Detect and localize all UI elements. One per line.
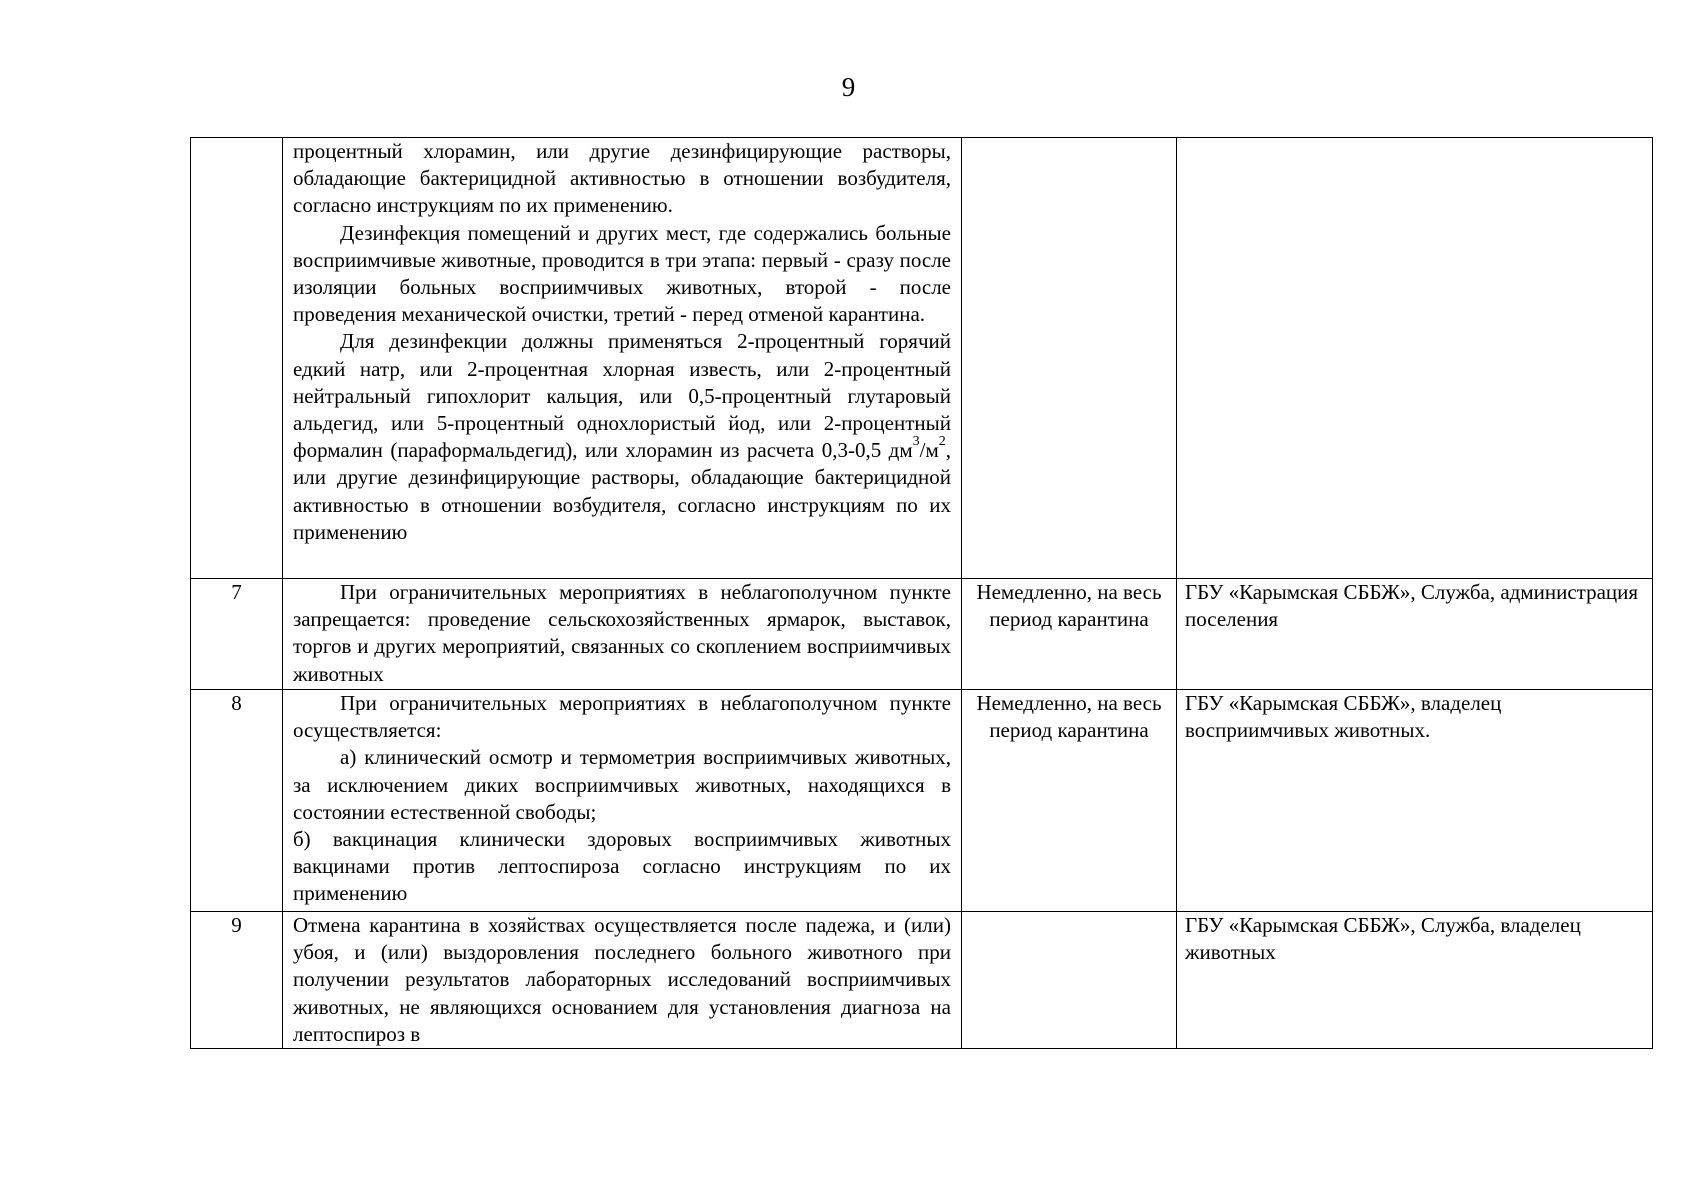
term-cell	[962, 912, 1177, 1049]
term-cell: Немедленно, на весь период карантина	[962, 579, 1177, 690]
table-row	[191, 138, 1653, 579]
measure-paragraph	[293, 328, 951, 546]
row-number-cell	[191, 138, 283, 579]
measure-text: /м	[919, 438, 939, 463]
superscript: 2	[938, 434, 946, 450]
measure-cell	[283, 912, 962, 1049]
table-row	[191, 690, 1653, 912]
measure-text: Для дезинфекции должны применяться 2-процентный горячий едкий натр, или 2-процентная хлорная известь, или 2-процентный нейтральный гипохлорит кальция, или 0,5-процентный глутаровый альдегид, или 5-процентный однохлористый йод, или 2-процентный формалин (параформальдегид), или хлорамин из расчета 0,3-0,5 дм	[293, 329, 951, 463]
measure-paragraph: процентный хлорамин, или другие дезинфицирующие растворы, обладающие бактерицидной активностью в отношении возбудителя, согласно инструкциям по их применению.	[293, 139, 951, 218]
measure-cell	[283, 690, 962, 912]
row-number-cell: 8	[191, 690, 283, 912]
row-number-cell: 9	[191, 912, 283, 1049]
measure-cell	[283, 579, 962, 690]
responsible-cell: ГБУ «Карымская СББЖ», владелец восприимчивых животных.	[1177, 690, 1653, 912]
measure-paragraph: Дезинфекция помещений и других мест, где содержались больные восприимчивые животные, проводится в три этапа: первый - сразу после изоляции больных восприимчивых животных, второй - после проведения механической очистки, третий - перед отменой карантина.	[293, 220, 951, 327]
measure-paragraph: б) вакцинация клинически здоровых восприимчивых животных вакцинами против лептоспироза согласно инструкциям по их применению	[293, 827, 951, 906]
measure-paragraph: а) клинический осмотр и термометрия восприимчивых животных, за исключением диких восприимчивых животных, находящихся в состоянии естественной свободы;	[293, 745, 951, 824]
term-cell	[962, 138, 1177, 579]
measure-paragraph: При ограничительных мероприятиях в неблагополучном пункте осуществляется:	[293, 691, 951, 743]
table-row	[191, 912, 1653, 1049]
measure-paragraph: Отмена карантина в хозяйствах осуществляется после падежа, и (или) убоя, и (или) выздоровления последнего больного животного при получении результатов лабораторных исследований восприимчивых животных, не являющихся основанием для установления диагноза на лептоспироз в	[293, 913, 951, 1046]
table-row	[191, 579, 1653, 690]
responsible-cell	[1177, 138, 1653, 579]
row-number-cell: 7	[191, 579, 283, 690]
measures-table	[190, 137, 1653, 1049]
term-cell: Немедленно, на весь период карантина	[962, 690, 1177, 912]
page-number: 9	[841, 72, 856, 102]
measure-cell	[283, 138, 962, 579]
superscript: 3	[912, 434, 920, 450]
measure-text: , или другие дезинфицирующие растворы, обладающие бактерицидной активностью в отношении возбудителя, согласно инструкциям по их применению	[293, 438, 951, 544]
measure-paragraph: При ограничительных мероприятиях в неблагополучном пункте запрещается: проведение сельскохозяйственных ярмарок, выставок, торгов и других мероприятий, связанных со скоплением восприимчивых животных	[293, 580, 951, 686]
responsible-cell: ГБУ «Карымская СББЖ», Служба, администрация поселения	[1177, 579, 1653, 690]
responsible-cell: ГБУ «Карымская СББЖ», Служба, владелец животных	[1177, 912, 1653, 1049]
